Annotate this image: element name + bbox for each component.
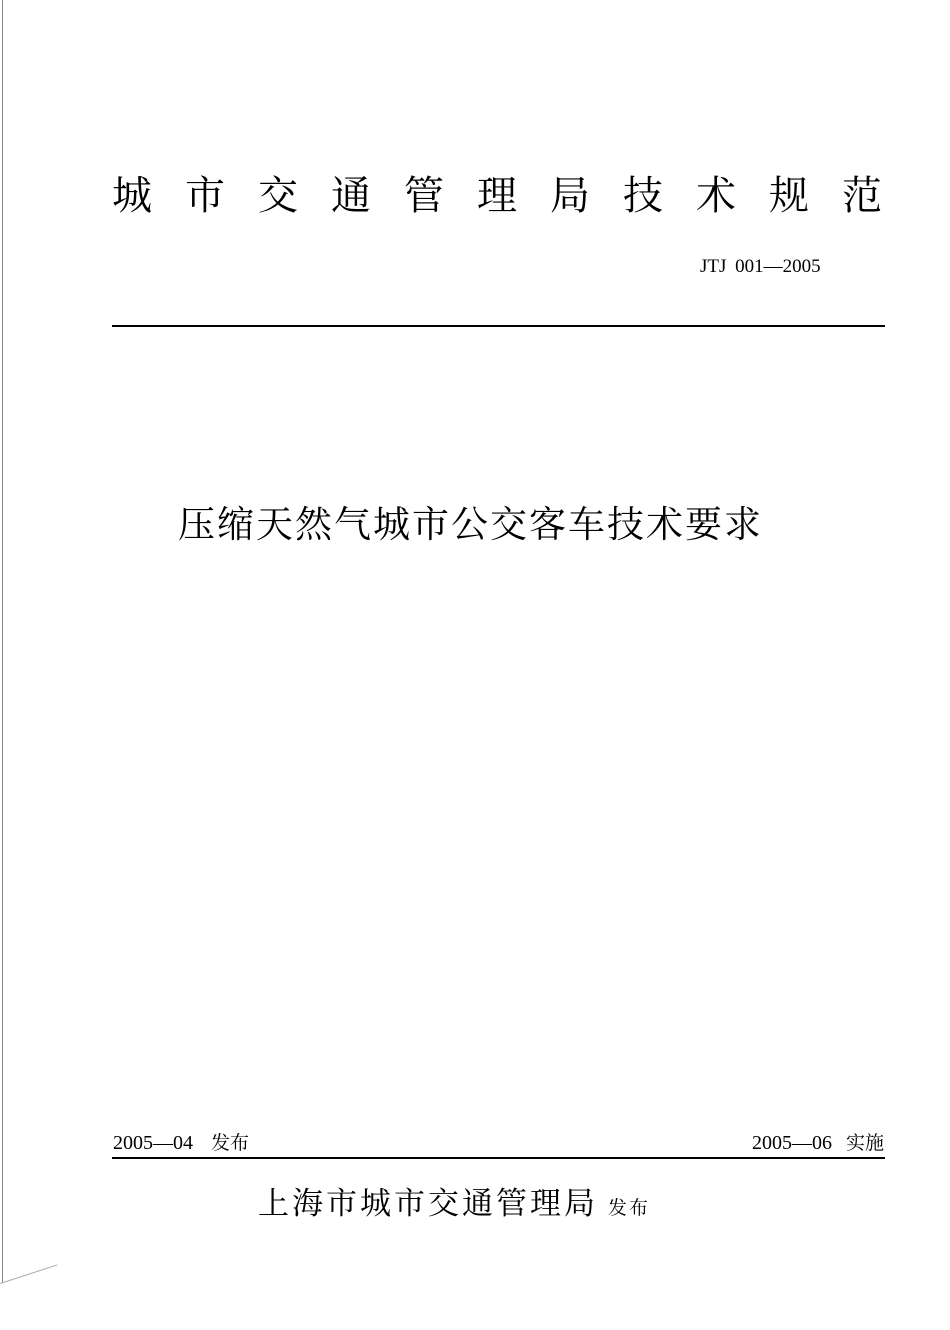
footer-divider: [112, 1157, 885, 1159]
effective-label: 实施: [845, 1132, 884, 1154]
issue-date: 2005—04: [113, 1132, 193, 1154]
standard-number: JTJ 001—2005: [700, 256, 821, 277]
issue-label: 发布: [211, 1132, 250, 1154]
page-edge-bottom: [0, 1264, 57, 1283]
series-title: 城市交通管理局技术规范: [112, 173, 915, 219]
issue-date-row: [113, 1128, 249, 1157]
publisher-line: [258, 1180, 650, 1233]
publisher-name: 上海市城市交通管理局: [258, 1186, 598, 1222]
document-title: 压缩天然气城市公交客车技术要求: [178, 503, 763, 546]
header-divider: [112, 325, 885, 327]
publisher-suffix: 发布: [608, 1197, 651, 1219]
effective-date-row: [752, 1128, 884, 1157]
effective-date: 2005—06: [751, 1132, 832, 1154]
page-edge-left: [2, 0, 3, 1283]
